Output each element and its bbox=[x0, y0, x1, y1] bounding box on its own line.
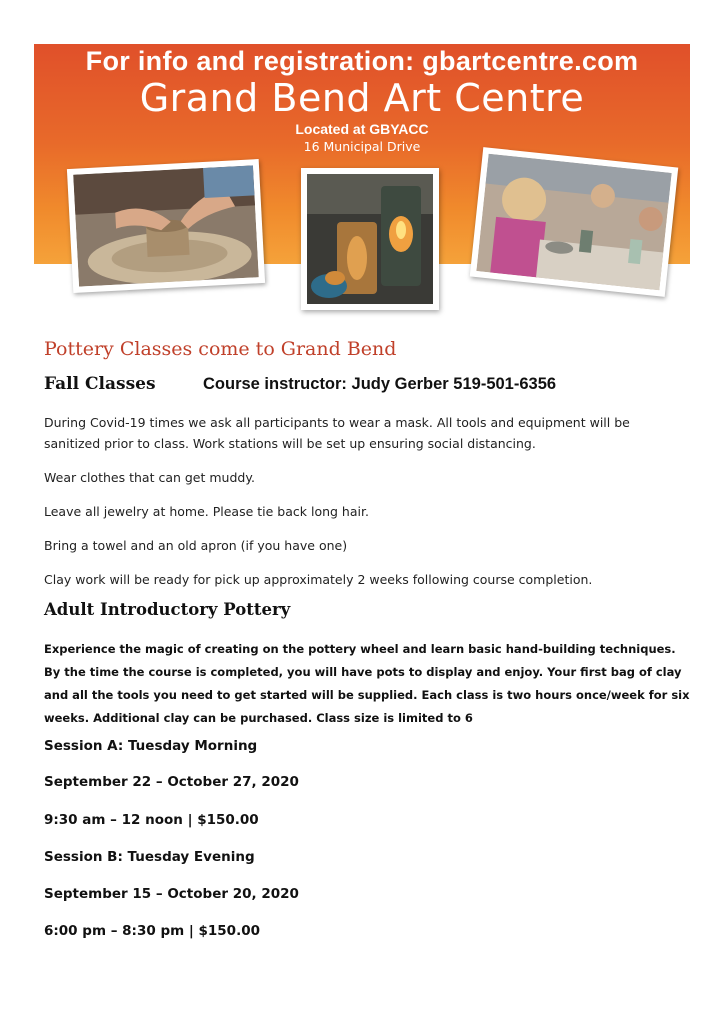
session-a-label: Session A: Tuesday Morning bbox=[44, 738, 258, 754]
centre-title: Grand Bend Art Centre bbox=[139, 76, 585, 120]
lanterns-photo bbox=[301, 168, 439, 310]
session-a-time-price: 9:30 am – 12 noon | $150.00 bbox=[44, 812, 259, 828]
session-b-label: Session B: Tuesday Evening bbox=[44, 849, 255, 865]
session-a-dates: September 22 – October 27, 2020 bbox=[44, 774, 299, 790]
children-class-photo bbox=[470, 147, 679, 297]
towel-note: Bring a towel and an old apron (if you have one) bbox=[44, 538, 348, 553]
address-label: 16 Municipal Drive bbox=[303, 139, 421, 154]
clothes-note: Wear clothes that can get muddy. bbox=[44, 470, 255, 485]
adult-pottery-description: Experience the magic of creating on the pottery wheel and learn basic hand-building techniques. By the time the course is completed, you will have pots to display and enjoy. Your first bag of clay and all the tools you need to get started will be supplied. Each class is two hours once/week for six weeks. Additional clay can be purchased. Class size is limited to 6 bbox=[44, 642, 690, 725]
session-b-time-price: 6:00 pm – 8:30 pm | $150.00 bbox=[44, 923, 260, 939]
session-b-dates: September 15 – October 20, 2020 bbox=[44, 886, 299, 902]
location-label: Located at GBYACC bbox=[295, 121, 429, 137]
instructor-info: Course instructor: Judy Gerber 519-501-6356 bbox=[203, 375, 557, 393]
adult-pottery-heading: Adult Introductory Pottery bbox=[44, 600, 291, 619]
headline: Pottery Classes come to Grand Bend bbox=[44, 338, 397, 360]
fall-classes-heading: Fall Classes bbox=[44, 374, 156, 394]
pickup-note: Clay work will be ready for pick up approximately 2 weeks following course completion. bbox=[44, 572, 593, 587]
covid-note: During Covid-19 times we ask all participants to wear a mask. All tools and equipment will be sanitized prior to class. Work stations will be set up ensuring social distancing. bbox=[44, 415, 630, 451]
pottery-wheel-photo bbox=[67, 159, 265, 293]
registration-info: For info and registration: gbartcentre.com bbox=[85, 46, 639, 76]
jewelry-note: Leave all jewelry at home. Please tie back long hair. bbox=[44, 504, 369, 519]
